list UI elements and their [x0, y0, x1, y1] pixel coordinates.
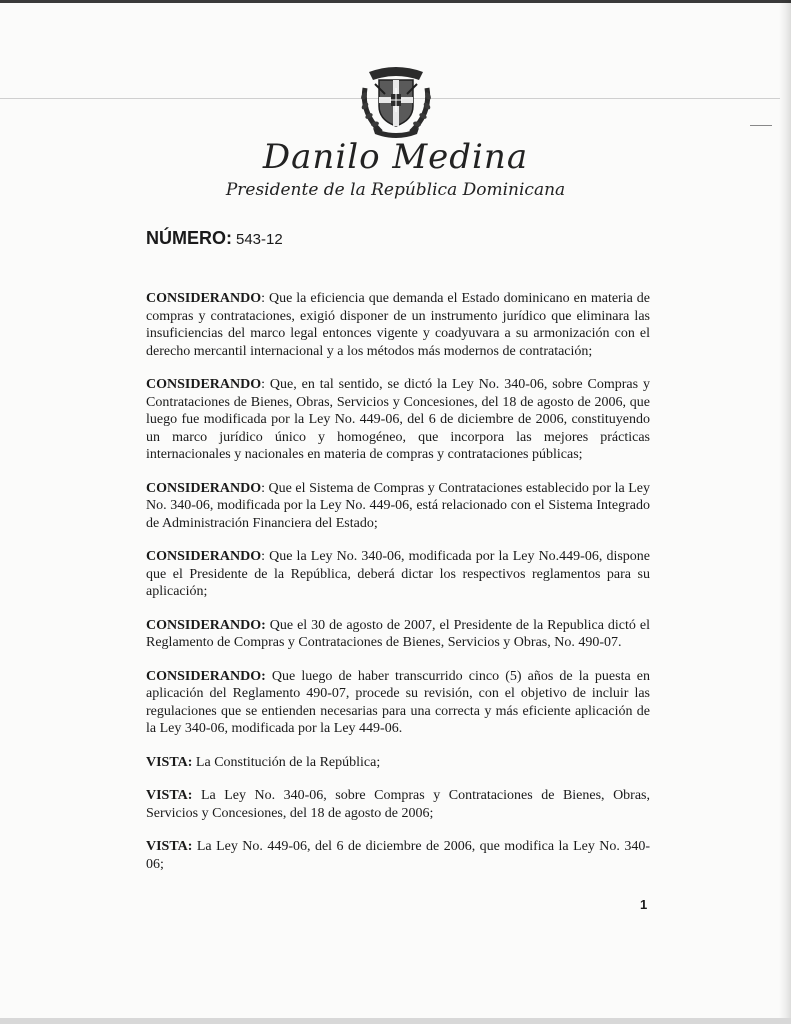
paragraph-text: : Que la Ley No. 340-06, modificada por la Ley No.449-06, dispone que el Presidente de la República, deberá dictar los respectivos reglamentos para su aplicación; — [146, 549, 650, 599]
decree-number — [146, 228, 283, 249]
paragraph-keyword: CONSIDERANDO — [146, 480, 262, 496]
paragraph — [146, 290, 650, 360]
coat-of-arms-seal-icon — [355, 58, 437, 140]
paragraph — [146, 754, 650, 772]
scan-edge-top — [0, 0, 791, 3]
paragraph-text: Que luego de haber transcurrido cinco (5) años de la puesta en aplicación del Reglamento 490-07, procede su revisión, con el objetivo de incluir las regulaciones que se entienden necesarias para una correcta y más eficiente aplicación de la Ley 340-06, modificada por la Ley 449-06. — [146, 668, 650, 736]
paragraph-keyword: VISTA: — [146, 754, 193, 770]
paragraph-keyword: CONSIDERANDO — [146, 377, 262, 392]
scan-edge-bottom — [0, 1018, 791, 1024]
paragraph — [146, 787, 650, 822]
scan-mark — [750, 125, 772, 126]
decree-body — [146, 290, 650, 889]
decree-number-value: 543-12 — [236, 231, 283, 248]
paragraph-text: La Ley No. 340-06, sobre Compras y Contrataciones de Bienes, Obras, Servicios y Concesiones, del 18 de agosto de 2006; — [146, 788, 650, 821]
paragraph-keyword: CONSIDERANDO: — [146, 617, 266, 633]
president-name: Danilo Medina — [262, 137, 529, 177]
paragraph-text: : Que el Sistema de Compras y Contrataciones establecido por la Ley No. 340-06, modificada por la Ley No. 449-06, está relacionado con el Sistema Integrado de Administración Financiera del Estado; — [146, 480, 650, 531]
paragraph — [146, 376, 650, 464]
paragraph-text: : Que, en tal sentido, se dictó la Ley No. 340-06, sobre Compras y Contrataciones de Bienes, Obras, Servicios y Concesiones, del 18 de agosto de 2006, que luego fue modificada por la Ley No. 449-06, del 6 de diciembre de 2006, constituyendo un marco jurídico único y homogéneo, que incorpora las mejores prácticas internacionales y nacionales en materia de compras y contrataciones públicas; — [146, 377, 650, 462]
paragraph — [146, 838, 650, 873]
paragraph-keyword: CONSIDERANDO — [146, 549, 262, 564]
paragraph-keyword: CONSIDERANDO — [146, 291, 262, 306]
paragraph — [146, 548, 650, 601]
paragraph-keyword: VISTA: — [146, 839, 193, 854]
paragraph-text: La Constitución de la República; — [192, 754, 381, 770]
decree-number-label: NÚMERO: — [146, 228, 232, 248]
paragraph-keyword: VISTA: — [146, 788, 193, 803]
paragraph-keyword: CONSIDERANDO: — [146, 668, 266, 684]
paragraph-text: La Ley No. 449-06, del 6 de diciembre de 2006, que modifica la Ley No. 340-06; — [146, 839, 650, 872]
paragraph — [146, 668, 650, 738]
paragraph-text: Que el 30 de agosto de 2007, el Presidente de la Republica dictó el Reglamento de Compras y Contrataciones de Bienes, Servicios y Obras, No. 490-07. — [146, 617, 650, 650]
paragraph — [146, 480, 650, 533]
page-number: 1 — [640, 897, 648, 912]
paragraph — [146, 617, 650, 652]
paragraph-text: : Que la eficiencia que demanda el Estado dominicano en materia de compras y contrataciones, exigió disponer de un instrumento jurídico que eliminara las insuficiencias del marco legal entonces vigente y coadyuvara a su armonización con el derecho mercantil internacional y a los métodos más modernos de contratación; — [146, 291, 650, 359]
president-title: Presidente de la República Dominicana — [225, 180, 566, 200]
